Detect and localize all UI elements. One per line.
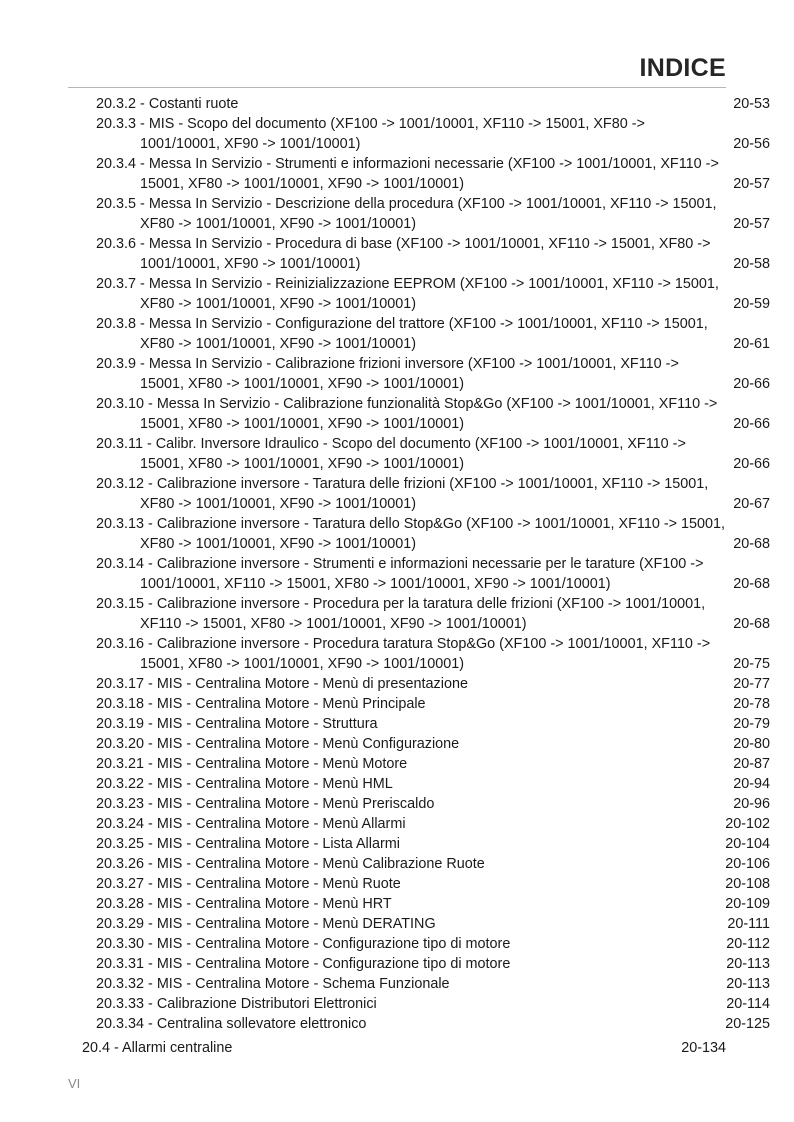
toc-entry: 20.3.12 - Calibrazione inversore - Taratura delle frizioni (XF100 -> 1001/10001, XF110 -> 15001, XF80 -> 1001/10001, XF90 -> 1001/10001) 20-67 <box>96 476 770 512</box>
toc-entry-title: Messa In Servizio - Calibrazione funzionalità Stop&Go (XF100 -> 1001/10001, XF110 -> 15001, XF80 -> 1001/10001, XF90 -> 1001/10001) <box>140 396 718 432</box>
toc-entry-title: MIS - Centralina Motore - Menù Preriscaldo <box>156 796 435 812</box>
toc-entry-page: 20-114 <box>726 996 770 1012</box>
toc-entry: 20.3.21 - MIS - Centralina Motore - Menù Motore 20-87 <box>96 756 770 772</box>
toc-entry-number: 20.4 <box>82 1040 111 1056</box>
toc-entry-number: 20.3.9 <box>96 356 137 372</box>
toc-entry: 20.3.2 - Costanti ruote 20-53 <box>96 96 770 112</box>
toc-entry-number: 20.3.32 <box>96 976 145 992</box>
toc-entry-title: MIS - Centralina Motore - Menù Calibrazione Ruote <box>156 856 485 872</box>
toc-entry-title: Messa In Servizio - Procedura di base (XF100 -> 1001/10001, XF110 -> 15001, XF80 -> 1001/10001, XF90 -> 1001/10001) <box>140 236 711 272</box>
toc-entry-title: MIS - Scopo del documento (XF100 -> 1001/10001, XF110 -> 15001, XF80 -> 1001/10001, XF90 -> 1001/10001) <box>140 116 645 152</box>
toc-entry: 20.3.24 - MIS - Centralina Motore - Menù Allarmi 20-102 <box>96 816 770 832</box>
toc-entry-page: 20-59 <box>733 296 770 312</box>
page-title: INDICE <box>639 54 726 82</box>
toc-entry-title: Allarmi centraline <box>122 1040 233 1056</box>
toc-entry: 20.3.32 - MIS - Centralina Motore - Schema Funzionale 20-113 <box>96 976 770 992</box>
toc-entry-page: 20-68 <box>733 576 770 592</box>
toc-entry-page: 20-77 <box>733 676 770 692</box>
toc-entry-number: 20.3.10 <box>96 396 145 412</box>
toc-entry-title: MIS - Centralina Motore - Menù HRT <box>156 896 392 912</box>
toc-entry-number: 20.3.33 <box>96 996 145 1012</box>
toc-entry-page: 20-102 <box>725 816 770 832</box>
toc-entry-number: 20.3.16 <box>96 636 145 652</box>
toc-entry-title: MIS - Centralina Motore - Configurazione tipo di motore <box>156 936 511 952</box>
toc-entry-page: 20-80 <box>733 736 770 752</box>
toc-entry-page: 20-113 <box>726 956 770 972</box>
toc-entry: 20.3.27 - MIS - Centralina Motore - Menù Ruote 20-108 <box>96 876 770 892</box>
toc-entry-number: 20.3.5 <box>96 196 137 212</box>
toc-entry-page: 20-125 <box>725 1016 770 1032</box>
toc-entry: 20.3.31 - MIS - Centralina Motore - Configurazione tipo di motore 20-113 <box>96 956 770 972</box>
toc-entry: 20.3.6 - Messa In Servizio - Procedura di base (XF100 -> 1001/10001, XF110 -> 15001, XF80 -> 1001/10001, XF90 -> 1001/10001) 20-58 <box>96 236 770 272</box>
toc-entry-number: 20.3.13 <box>96 516 145 532</box>
toc-entry-page: 20-68 <box>733 616 770 632</box>
toc-entry-number: 20.3.8 <box>96 316 137 332</box>
toc-entry-title: Calibrazione inversore - Taratura delle frizioni (XF100 -> 1001/10001, XF110 -> 15001, XF80 -> 1001/10001, XF90 -> 1001/10001) <box>140 476 709 512</box>
toc-entry: 20.3.10 - Messa In Servizio - Calibrazione funzionalità Stop&Go (XF100 -> 1001/10001, XF110 -> 15001, XF80 -> 1001/10001, XF90 -> 1001/10001) 20-66 <box>96 396 770 432</box>
toc-entry-page: 20-134 <box>681 1040 726 1056</box>
toc-entry-number: 20.3.4 <box>96 156 137 172</box>
toc-entry-title: Calibrazione inversore - Taratura dello Stop&Go (XF100 -> 1001/10001, XF110 -> 15001, XF80 -> 1001/10001, XF90 -> 1001/10001) <box>140 516 726 552</box>
toc-entry-page: 20-78 <box>733 696 770 712</box>
toc-entry: 20.3.18 - MIS - Centralina Motore - Menù Principale 20-78 <box>96 696 770 712</box>
toc-entry-page: 20-79 <box>733 716 770 732</box>
toc-entry-title: MIS - Centralina Motore - Menù Principale <box>156 696 426 712</box>
toc-entry: 20.3.23 - MIS - Centralina Motore - Menù Preriscaldo 20-96 <box>96 796 770 812</box>
toc-entry-number: 20.3.19 <box>96 716 145 732</box>
toc-entry-page: 20-67 <box>733 496 770 512</box>
table-of-contents <box>0 94 794 1058</box>
toc-entry-number: 20.3.17 <box>96 676 145 692</box>
toc-entry-title: Messa In Servizio - Calibrazione frizioni inversore (XF100 -> 1001/10001, XF110 -> 15001, XF80 -> 1001/10001, XF90 -> 1001/10001) <box>140 356 679 392</box>
toc-entry-number: 20.3.31 <box>96 956 145 972</box>
toc-entry-title: MIS - Centralina Motore - Menù Motore <box>156 756 408 772</box>
toc-entry-page: 20-56 <box>733 136 770 152</box>
toc-entry-page: 20-66 <box>733 456 770 472</box>
toc-entry-number: 20.3.30 <box>96 936 145 952</box>
toc-entry: 20.3.28 - MIS - Centralina Motore - Menù HRT 20-109 <box>96 896 770 912</box>
toc-entry-number: 20.3.2 <box>96 96 137 112</box>
toc-entry-title: Messa In Servizio - Strumenti e informazioni necessarie (XF100 -> 1001/10001, XF110 -> 15001, XF80 -> 1001/10001, XF90 -> 1001/10001) <box>140 156 719 192</box>
toc-entry-title: Messa In Servizio - Configurazione del trattore (XF100 -> 1001/10001, XF110 -> 15001, XF80 -> 1001/10001, XF90 -> 1001/10001) <box>140 316 708 352</box>
toc-entry: 20.3.14 - Calibrazione inversore - Strumenti e informazioni necessarie per le tarature (XF100 -> 1001/10001, XF110 -> 15001, XF80 -> 1001/10001, XF90 -> 1001/10001) 20-68 <box>96 556 770 592</box>
toc-entry-number: 20.3.26 <box>96 856 145 872</box>
toc-entry-page: 20-104 <box>725 836 770 852</box>
toc-entry: 20.3.7 - Messa In Servizio - Reinizializzazione EEPROM (XF100 -> 1001/10001, XF110 -> 15001, XF80 -> 1001/10001, XF90 -> 1001/10001) 20-59 <box>96 276 770 312</box>
toc-entry-page: 20-87 <box>733 756 770 772</box>
toc-entry-page: 20-57 <box>733 216 770 232</box>
page-number: VI <box>68 1076 81 1091</box>
toc-entry-title: Calibr. Inversore Idraulico - Scopo del documento (XF100 -> 1001/10001, XF110 -> 15001, XF80 -> 1001/10001, XF90 -> 1001/10001) <box>140 436 686 472</box>
toc-entry: 20.3.19 - MIS - Centralina Motore - Struttura 20-79 <box>96 716 770 732</box>
toc-entry-title: MIS - Centralina Motore - Menù DERATING <box>156 916 436 932</box>
toc-entry-number: 20.3.34 <box>96 1016 145 1032</box>
toc-entry: 20.3.29 - MIS - Centralina Motore - Menù DERATING 20-111 <box>96 916 770 932</box>
toc-entry: 20.3.8 - Messa In Servizio - Configurazione del trattore (XF100 -> 1001/10001, XF110 -> 15001, XF80 -> 1001/10001, XF90 -> 1001/10001) 20-61 <box>96 316 770 352</box>
toc-entry-title: Costanti ruote <box>148 96 239 112</box>
toc-entry-title: Calibrazione inversore - Procedura taratura Stop&Go (XF100 -> 1001/10001, XF110 -> 15001, XF80 -> 1001/10001, XF90 -> 1001/10001) <box>140 636 711 672</box>
toc-entry-number: 20.3.22 <box>96 776 145 792</box>
toc-entry-title: MIS - Centralina Motore - Menù Configurazione <box>156 736 460 752</box>
toc-entry: 20.3.13 - Calibrazione inversore - Taratura dello Stop&Go (XF100 -> 1001/10001, XF110 -> 15001, XF80 -> 1001/10001, XF90 -> 1001/10001) 20-68 <box>96 516 770 552</box>
toc-entry: 20.3.11 - Calibr. Inversore Idraulico - Scopo del documento (XF100 -> 1001/10001, XF110 -> 15001, XF80 -> 1001/10001, XF90 -> 1001/10001) 20-66 <box>96 436 770 472</box>
toc-entry-number: 20.3.27 <box>96 876 145 892</box>
toc-entry: 20.4 - Allarmi centraline 20-134 <box>82 1040 726 1056</box>
toc-entry-number: 20.3.21 <box>96 756 145 772</box>
toc-entry-number: 20.3.15 <box>96 596 145 612</box>
toc-entry-number: 20.3.25 <box>96 836 145 852</box>
toc-entry-page: 20-108 <box>725 876 770 892</box>
toc-entry-number: 20.3.29 <box>96 916 145 932</box>
toc-entry-number: 20.3.12 <box>96 476 145 492</box>
toc-entry-title: Calibrazione inversore - Procedura per la taratura delle frizioni (XF100 -> 1001/10001, XF110 -> 15001, XF80 -> 1001/10001, XF90 -> 1001/10001) <box>140 596 706 632</box>
toc-entry-page: 20-96 <box>733 796 770 812</box>
toc-entry: 20.3.3 - MIS - Scopo del documento (XF100 -> 1001/10001, XF110 -> 15001, XF80 -> 1001/10001, XF90 -> 1001/10001) 20-56 <box>96 116 770 152</box>
toc-entry-page: 20-53 <box>733 96 770 112</box>
toc-entry-number: 20.3.3 <box>96 116 137 132</box>
toc-entry-number: 20.3.28 <box>96 896 145 912</box>
toc-entry-title: MIS - Centralina Motore - Menù Ruote <box>156 876 401 892</box>
toc-entry: 20.3.22 - MIS - Centralina Motore - Menù HML 20-94 <box>96 776 770 792</box>
toc-entry-page: 20-94 <box>733 776 770 792</box>
toc-entry-number: 20.3.24 <box>96 816 145 832</box>
toc-entry-page: 20-113 <box>726 976 770 992</box>
toc-entry: 20.3.30 - MIS - Centralina Motore - Configurazione tipo di motore 20-112 <box>96 936 770 952</box>
toc-entry: 20.3.25 - MIS - Centralina Motore - Lista Allarmi 20-104 <box>96 836 770 852</box>
toc-entry-title: MIS - Centralina Motore - Schema Funzionale <box>156 976 450 992</box>
toc-entry: 20.3.33 - Calibrazione Distributori Elettronici 20-114 <box>96 996 770 1012</box>
toc-entry-title: MIS - Centralina Motore - Configurazione tipo di motore <box>156 956 511 972</box>
toc-entry-page: 20-112 <box>726 936 770 952</box>
toc-entry-page: 20-111 <box>727 916 770 932</box>
toc-entry-page: 20-61 <box>733 336 770 352</box>
toc-entry-title: MIS - Centralina Motore - Struttura <box>156 716 378 732</box>
header-divider <box>68 87 726 88</box>
toc-entry-page: 20-106 <box>725 856 770 872</box>
toc-entry-number: 20.3.23 <box>96 796 145 812</box>
toc-entry-number: 20.3.11 <box>96 436 143 452</box>
toc-entry-number: 20.3.18 <box>96 696 145 712</box>
toc-entry-page: 20-58 <box>733 256 770 272</box>
toc-entry: 20.3.16 - Calibrazione inversore - Procedura taratura Stop&Go (XF100 -> 1001/10001, XF110 -> 15001, XF80 -> 1001/10001, XF90 -> 1001/10001) 20-75 <box>96 636 770 672</box>
toc-entry-title: Calibrazione inversore - Strumenti e informazioni necessarie per le tarature (XF100 -> 1001/10001, XF110 -> 15001, XF80 -> 1001/10001, XF90 -> 1001/10001) <box>140 556 704 592</box>
toc-entry-title: Calibrazione Distributori Elettronici <box>156 996 377 1012</box>
toc-entry-title: MIS - Centralina Motore - Menù di presentazione <box>156 676 468 692</box>
toc-entry-number: 20.3.20 <box>96 736 145 752</box>
toc-entry: 20.3.4 - Messa In Servizio - Strumenti e informazioni necessarie (XF100 -> 1001/10001, XF110 -> 15001, XF80 -> 1001/10001, XF90 -> 1001/10001) 20-57 <box>96 156 770 192</box>
toc-entry-page: 20-75 <box>733 656 770 672</box>
toc-entry-title: MIS - Centralina Motore - Menù Allarmi <box>156 816 406 832</box>
toc-entry-title: Messa In Servizio - Reinizializzazione EEPROM (XF100 -> 1001/10001, XF110 -> 15001, XF80 -> 1001/10001, XF90 -> 1001/10001) <box>140 276 719 312</box>
toc-entry-title: Messa In Servizio - Descrizione della procedura (XF100 -> 1001/10001, XF110 -> 15001, XF80 -> 1001/10001, XF90 -> 1001/10001) <box>140 196 717 232</box>
toc-entry-page: 20-109 <box>725 896 770 912</box>
toc-entry-number: 20.3.6 <box>96 236 137 252</box>
toc-entry-page: 20-66 <box>733 416 770 432</box>
toc-entry-title: MIS - Centralina Motore - Lista Allarmi <box>156 836 400 852</box>
toc-entry-page: 20-66 <box>733 376 770 392</box>
toc-entry-title: MIS - Centralina Motore - Menù HML <box>156 776 393 792</box>
toc-entry-title: Centralina sollevatore elettronico <box>156 1016 367 1032</box>
toc-entry-number: 20.3.14 <box>96 556 145 572</box>
toc-entry: 20.3.26 - MIS - Centralina Motore - Menù Calibrazione Ruote 20-106 <box>96 856 770 872</box>
toc-entry: 20.3.15 - Calibrazione inversore - Procedura per la taratura delle frizioni (XF100 -> 1001/10001, XF110 -> 15001, XF80 -> 1001/10001, XF90 -> 1001/10001) 20-68 <box>96 596 770 632</box>
toc-entry-page: 20-57 <box>733 176 770 192</box>
toc-entry: 20.3.17 - MIS - Centralina Motore - Menù di presentazione 20-77 <box>96 676 770 692</box>
toc-entry: 20.3.20 - MIS - Centralina Motore - Menù Configurazione 20-80 <box>96 736 770 752</box>
toc-entry: 20.3.9 - Messa In Servizio - Calibrazione frizioni inversore (XF100 -> 1001/10001, XF110 -> 15001, XF80 -> 1001/10001, XF90 -> 1001/10001) 20-66 <box>96 356 770 392</box>
toc-entry-page: 20-68 <box>733 536 770 552</box>
toc-entry-number: 20.3.7 <box>96 276 137 292</box>
toc-entry: 20.3.34 - Centralina sollevatore elettronico 20-125 <box>96 1016 770 1032</box>
toc-entry: 20.3.5 - Messa In Servizio - Descrizione della procedura (XF100 -> 1001/10001, XF110 -> 15001, XF80 -> 1001/10001, XF90 -> 1001/10001) 20-57 <box>96 196 770 232</box>
